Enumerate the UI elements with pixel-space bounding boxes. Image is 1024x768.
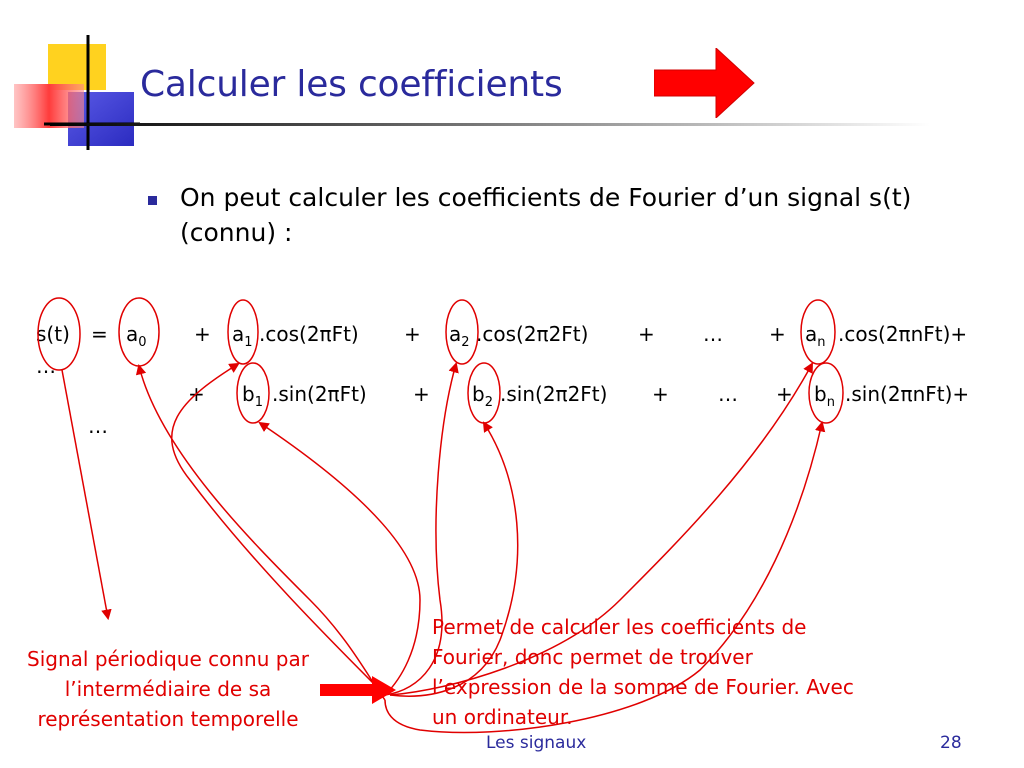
- eq-sin-term-2: .sin(2π2Ft): [500, 382, 608, 406]
- eq-b1: $b_1$: [242, 382, 263, 410]
- eq-plus: +: [776, 382, 793, 406]
- eq-cos-term-1: .cos(2πFt): [259, 322, 359, 346]
- circle-bn: [809, 363, 843, 423]
- eq-lhs: s(t): [36, 322, 70, 346]
- eq-continuation: …: [88, 414, 108, 438]
- eq-plus: +: [638, 322, 655, 346]
- bullet-text: On peut calculer les coefficients de Fourier d’un signal s(t) (connu) :: [180, 183, 912, 247]
- eq-ellipsis: …: [718, 382, 738, 406]
- circle-a1: [228, 300, 258, 364]
- eq-bn: $b_n$: [814, 382, 835, 410]
- slide-title: Calculer les coefficients: [140, 64, 563, 105]
- eq-plus: +: [652, 382, 669, 406]
- eq-plus: +: [194, 322, 211, 346]
- eq-equals: =: [91, 322, 108, 346]
- circle-a0: [119, 298, 159, 366]
- eq-a0: $a_0$: [126, 322, 147, 350]
- eq-an: $a_n$: [805, 322, 826, 350]
- eq-plus: +: [404, 322, 421, 346]
- eq-cos-term-2: .cos(2π2Ft): [476, 322, 589, 346]
- note-signal: Signal périodique connu par l’intermédiaire de sa représentation temporelle: [27, 647, 309, 731]
- eq-plus: +: [769, 322, 786, 346]
- footer-label: Les signaux: [486, 733, 587, 753]
- circle-b2: [468, 363, 500, 423]
- eq-a2: $a_2$: [449, 322, 470, 350]
- eq-plus: +: [413, 382, 430, 406]
- eq-plus: +: [188, 382, 205, 406]
- eq-b2: $b_2$: [472, 382, 493, 410]
- eq-sin-term-1: .sin(2πFt): [272, 382, 367, 406]
- note-computation: Permet de calculer les coefficients de Fourier, donc permet de trouver l’expression de la somme de Fourier. Avec un ordinateur.: [432, 615, 854, 729]
- eq-cos-term-n: .cos(2πnFt)+: [838, 322, 968, 346]
- eq-continuation: …: [36, 354, 56, 378]
- eq-a1: $a_1$: [232, 322, 253, 350]
- circle-an: [801, 300, 835, 364]
- circle-b1: [237, 363, 269, 423]
- circle-s-t: [38, 298, 80, 370]
- circle-a2: [446, 300, 478, 364]
- arrow-signal: [62, 370, 108, 618]
- eq-ellipsis: …: [703, 322, 723, 346]
- eq-sin-term-n: .sin(2πnFt)+: [845, 382, 970, 406]
- page-number: 28: [940, 733, 962, 753]
